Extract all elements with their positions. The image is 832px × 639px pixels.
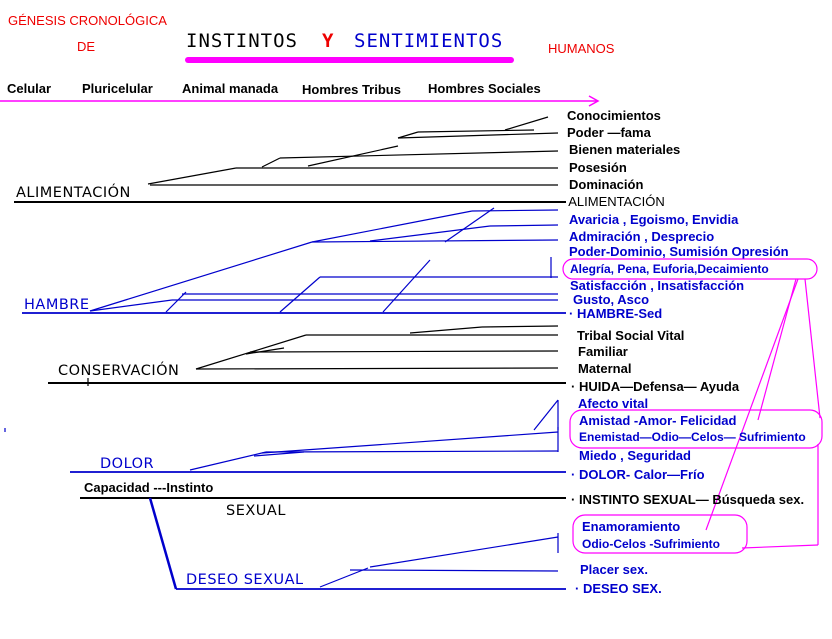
label-instinto-sexual: · INSTINTO SEXUAL— Búsqueda sex. xyxy=(571,492,805,507)
label-conocimientos: Conocimientos xyxy=(567,108,661,123)
dolor-branches xyxy=(5,400,566,472)
instinct-alimentacion: ALIMENTACIÓN xyxy=(16,185,131,201)
label-maternal: Maternal xyxy=(578,361,632,376)
label-posesion: Posesión xyxy=(569,160,627,175)
stage-pluricelular: Pluricelular xyxy=(82,81,153,96)
sexual-branches xyxy=(80,498,566,589)
humanos-label: HUMANOS xyxy=(548,41,615,56)
label-gusto: Gusto, Asco xyxy=(573,292,650,307)
stage-celular: Celular xyxy=(7,81,52,96)
label-tribal: Tribal Social Vital xyxy=(577,328,685,343)
title-y: Y xyxy=(322,30,335,52)
label-deseo-sex: · DESEO SEX. xyxy=(575,581,662,596)
label-alimentacion: · ALIMENTACIÓN xyxy=(561,194,665,209)
label-poder-dominio: Poder-Dominio, Sumisión Opresión xyxy=(569,244,789,259)
title-sentimientos: SENTIMIENTOS xyxy=(354,30,504,52)
label-miedo: Miedo , Seguridad xyxy=(579,448,691,463)
label-enamoramiento: Enamoramiento xyxy=(582,519,681,534)
stage-hombres-sociales: Hombres Sociales xyxy=(428,81,541,96)
stage-hombres-tribus: Hombres Tribus xyxy=(302,82,401,97)
label-bienes: Bienen materiales xyxy=(569,142,681,157)
label-dolor: · DOLOR- Calor—Frío xyxy=(571,467,705,482)
instinct-hambre: HAMBRE xyxy=(24,297,90,313)
instinct-capacidad: Capacidad ---Instinto xyxy=(84,480,214,495)
label-huida: · HUIDA—Defensa— Ayuda xyxy=(571,379,740,394)
hambre-branches xyxy=(22,208,566,313)
de-label: DE xyxy=(77,39,96,54)
genesis-label: GÉNESIS CRONOLÓGICA xyxy=(8,13,167,28)
label-satisfaccion: Satisfacción , Insatisfacción xyxy=(570,278,745,293)
instinct-sexual: SEXUAL xyxy=(226,503,286,519)
label-admiracion: Admiración , Desprecio xyxy=(569,229,715,244)
label-afecto: Afecto vital xyxy=(578,396,649,411)
label-dominacion: Dominación xyxy=(569,177,644,192)
label-placer: Placer sex. xyxy=(580,562,648,577)
instinct-conservacion: CONSERVACIÓN xyxy=(58,363,180,379)
instinct-dolor: DOLOR xyxy=(100,456,155,472)
label-hambre-sed: · HAMBRE-Sed xyxy=(569,306,663,321)
label-amistad: Amistad -Amor- Felicidad xyxy=(579,413,737,428)
label-familiar: Familiar xyxy=(578,344,628,359)
timeline-arrow xyxy=(0,96,598,106)
instinct-deseo-sexual: DESEO SEXUAL xyxy=(186,572,304,588)
title-instintos: INSTINTOS xyxy=(186,30,298,52)
label-odio-celos: Odio-Celos -Sufrimiento xyxy=(582,537,720,551)
label-alegria: Alegría, Pena, Euforia,Decaimiento xyxy=(570,262,769,276)
label-poder-fama: Poder —fama xyxy=(567,125,651,140)
stage-animal-manada: Animal manada xyxy=(182,81,279,96)
label-avaricia: Avaricia , Egoismo, Envidia xyxy=(569,212,739,227)
label-enemistad: Enemistad—Odio—Celos— Sufrimiento xyxy=(579,430,806,444)
